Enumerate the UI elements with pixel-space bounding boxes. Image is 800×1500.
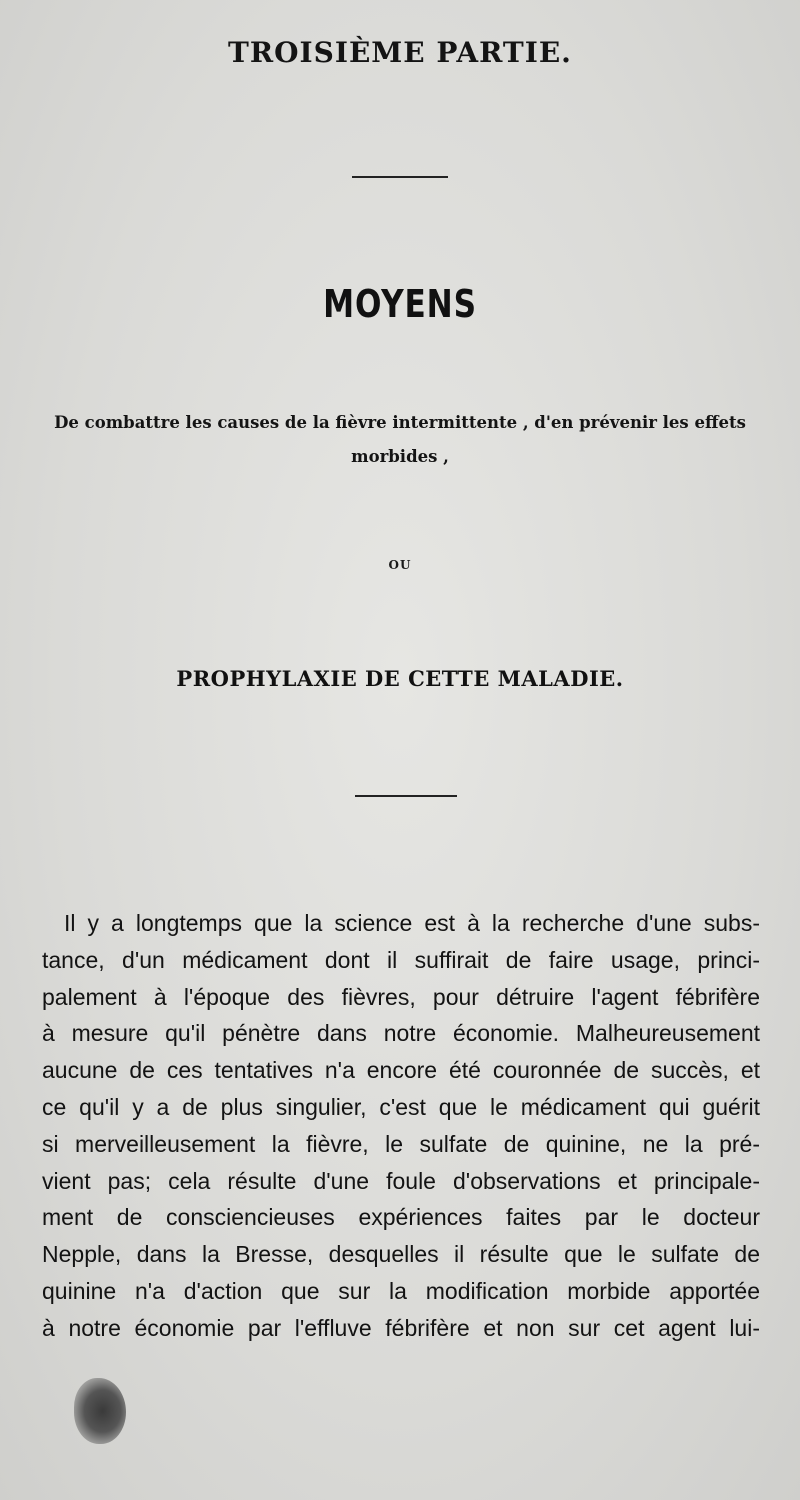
body-line: ce qu'il y a de plus singulier, c'est que le médicament qui guérit xyxy=(42,1093,760,1120)
body-line: tance, d'un médicament dont il suffirait de faire usage, princi- xyxy=(42,946,760,973)
body-line: à notre économie par l'effluve fébrifère et non sur cet agent lui- xyxy=(42,1314,760,1341)
body-line: à mesure qu'il pénètre dans notre économie. Malheureusement xyxy=(42,1020,760,1047)
ink-blot xyxy=(74,1378,126,1444)
body-line: quinine n'a d'action que sur la modification morbide apportée xyxy=(42,1277,760,1304)
subtitle: De combattre les causes de la fièvre intermittente , d'en prévenir les effets morbides , xyxy=(54,413,746,466)
conjunction-ou: OU xyxy=(388,558,412,572)
heading-prophylaxie: PROPHYLAXIE DE CETTE MALADIE. xyxy=(176,666,624,691)
body-line: Il y a longtemps que la science est à la recherche d'une subs- xyxy=(64,910,760,936)
bottom-divider xyxy=(355,795,457,797)
top-divider xyxy=(352,176,448,178)
body-paragraph xyxy=(42,905,760,1347)
part-title: TROISIÈME PARTIE. xyxy=(228,36,572,69)
body-line: vient pas; cela résulte d'une foule d'observations et principale- xyxy=(42,1167,760,1194)
heading-moyens: MOYENS xyxy=(323,282,477,326)
body-line: si merveilleusement la fièvre, le sulfate de quinine, ne la pré- xyxy=(42,1130,760,1157)
body-line: aucune de ces tentatives n'a encore été couronnée de succès, et xyxy=(42,1057,760,1084)
body-line: Nepple, dans la Bresse, desquelles il résulte que le sulfate de xyxy=(42,1241,760,1268)
body-line: ment de conscienciеuses expériences faites par le docteur xyxy=(42,1204,760,1231)
body-line: palement à l'époque des fièvres, pour détruire l'agent fébrifère xyxy=(42,983,760,1010)
